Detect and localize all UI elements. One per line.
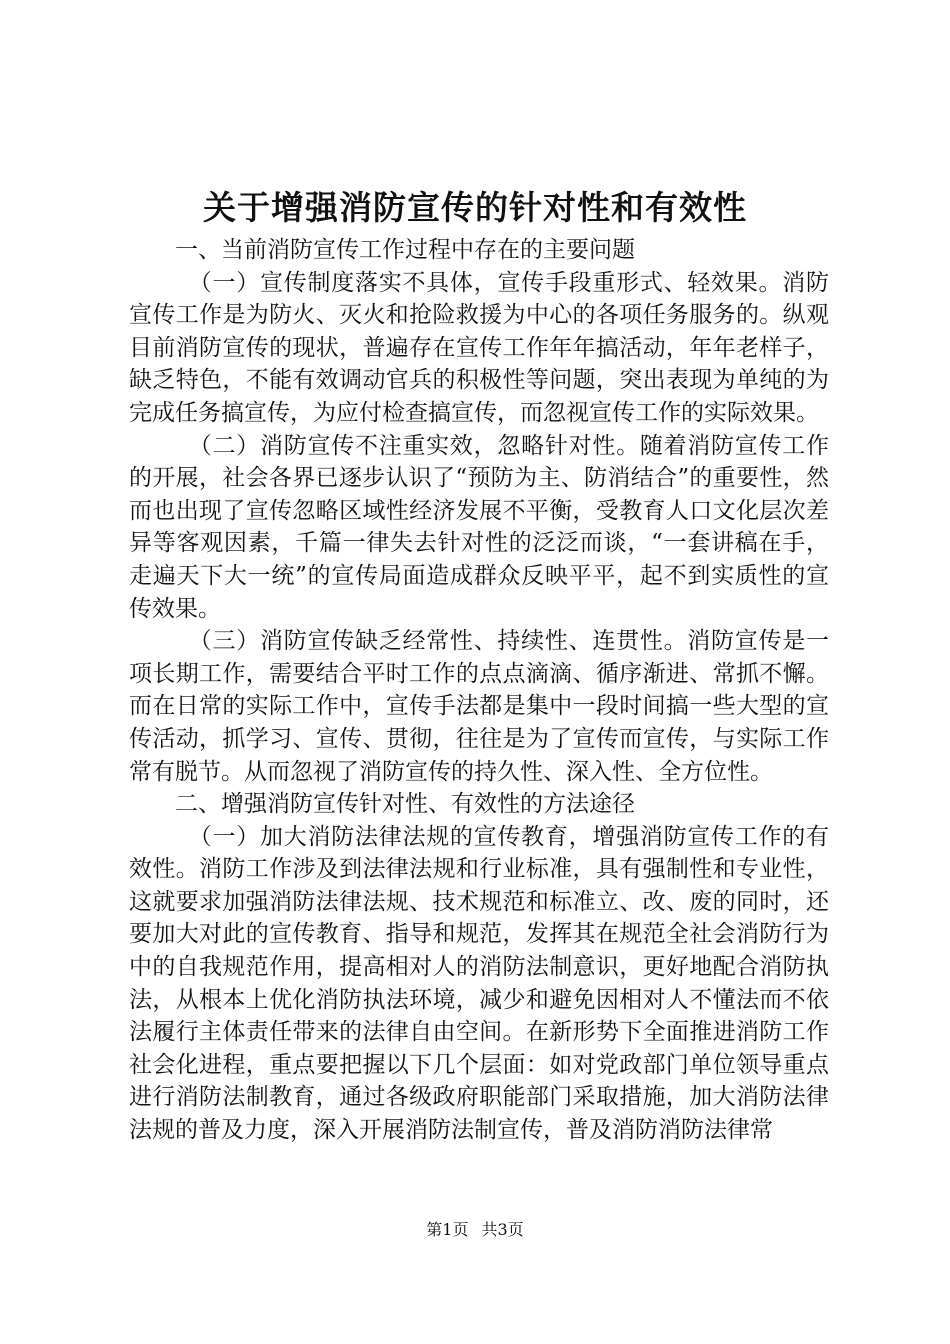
page-total: 共3页 (481, 1220, 524, 1239)
section-heading-1: 一、当前消防宣传工作过程中存在的主要问题 (175, 237, 635, 263)
paragraph-1-1: （一）宣传制度落实不具体，宣传手段重形式、轻效果。消防宣传工作是为防火、灭火和抢险救援为中心的各项任务服务的。纵观目前消防宣传的现状，普遍存在宣传工作年年搞活动，年年老样子，缺乏特色，不能有效调动官兵的积极性等问题，突出表现为单纯的为完成任务搞宣传，为应付检查搞宣传，而忽视宣传工作的实际效果。 (129, 269, 829, 426)
document-title: 关于增强消防宣传的针对性和有效性 (203, 188, 747, 227)
paragraph-1-3: （三）消防宣传缺乏经常性、持续性、连贯性。消防宣传是一项长期工作，需要结合平时工作的点点滴滴、循序渐进、常抓不懈。而在日常的实际工作中，宣传手法都是集中一段时间搞一些大型的宣传活动，抓学习、宣传、贯彻，往往是为了宣传而宣传，与实际工作常有脱节。从而忽视了消防宣传的持久性、深入性、全方位性。 (129, 628, 829, 785)
page-footer (0, 1219, 950, 1241)
paragraph-2-1: （一）加大消防法律法规的宣传教育，增强消防宣传工作的有效性。消防工作涉及到法律法规和行业标准，具有强制性和专业性，这就要求加强消防法律法规、技术规范和标准立、改、废的同时，还要加大对此的宣传教育、指导和规范，发挥其在规范全社会消防行为中的自我规范作用，提高相对人的消防法制意识，更好地配合消防执法，从根本上优化消防执法环境，减少和避免因相对人不懂法而不依法履行主体责任带来的法律自由空间。在新形势下全面推进消防工作社会化进程，重点要把握以下几个层面：如对党政部门单位领导重点进行消防法制教育，通过各级政府职能部门采取措施，加大消防法律法规的普及力度，深入开展消防法制宣传，普及消防消防法律常 (129, 823, 829, 1144)
paragraph-1-2: （二）消防宣传不注重实效，忽略针对性。随着消防宣传工作的开展，社会各界已逐步认识了“预防为主、防消结合”的重要性，然而也出现了宣传忽略区域性经济发展不平衡，受教育人口文化层次差异等客观因素，千篇一律失去针对性的泛泛而谈，“一套讲稿在手，走遍天下大一统”的宣传局面造成群众反映平平，起不到实质性的宣传效果。 (129, 432, 829, 622)
page-number: 第1页 (426, 1220, 469, 1239)
document-body (129, 234, 829, 1147)
section-heading-2: 二、增强消防宣传针对性、有效性的方法途径 (175, 791, 635, 818)
